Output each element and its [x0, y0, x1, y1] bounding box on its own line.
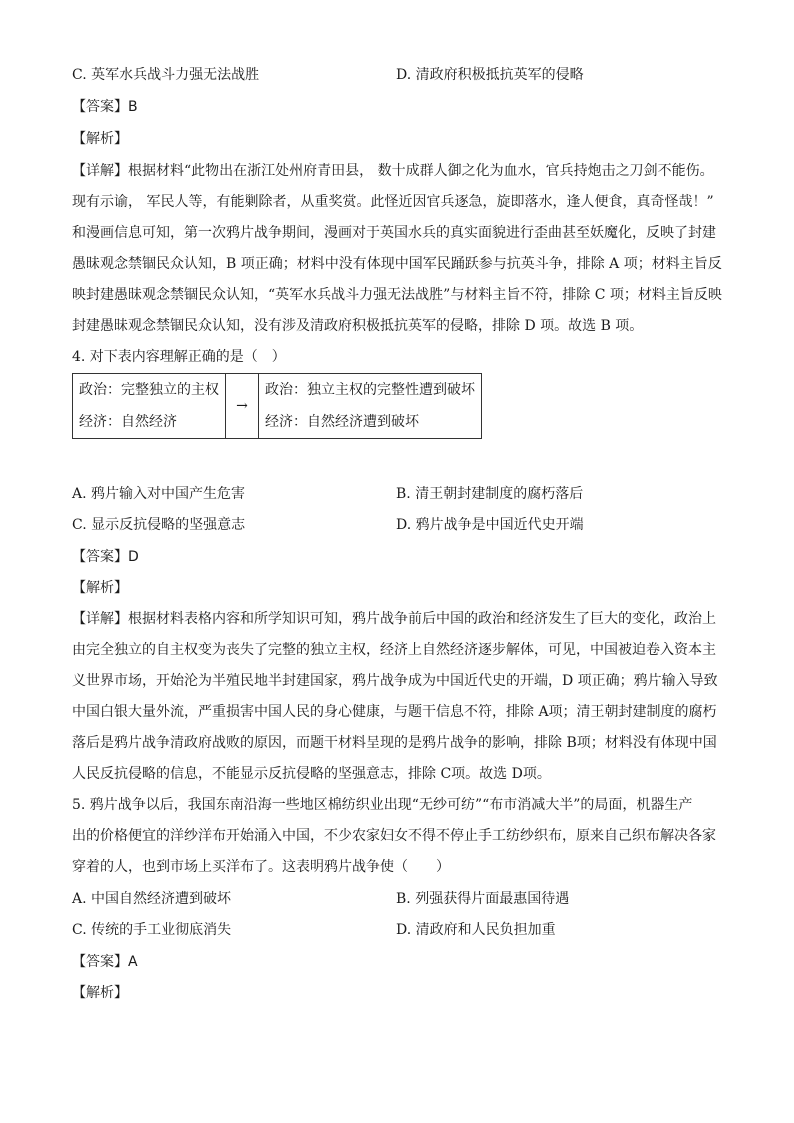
q4-detail-line: 人民反抗侵略的信息，不能显示反抗侵略的坚强意志，排除 C项。故选 D项。	[72, 766, 551, 782]
q3-detail-line: 现有示谕， 军民人等，有能剿除者，从重奖赏。此怪近因官兵逐急，旋即落水，逢人便食，真奇怪哉！”	[72, 194, 714, 210]
q4-table-after	[259, 374, 482, 439]
q4-detail-line: 中国白银大量外流，严重损害中国人民的身心健康，与题干信息不符，排除 A项；清王朝封建制度的腐朽	[72, 704, 717, 720]
q5-option-a: A. 中国自然经济遭到破坏	[72, 891, 232, 907]
q4-comparison-table	[72, 373, 482, 439]
q4-option-d: D. 鸦片战争是中国近代史开端	[396, 517, 584, 533]
q4-analysis-label: 【解析】	[72, 580, 128, 596]
q4-table-before-economy: 经济：自然经济	[79, 414, 177, 430]
q3-detail-line: 映封建愚昧观念禁锢民众认知，“英军水兵战斗力强无法战胜”与材料主旨不符，排除 C 项；材料主旨反映	[72, 287, 722, 303]
q4-detail-line: 【详解】根据材料表格内容和所学知识可知，鸦片战争前后中国的政治和经济发生了巨大的变化，政治上	[72, 611, 716, 627]
q4-detail-line: 由完全独立的自主权变为丧失了完整的独立主权，经济上自然经济逐步解体，可见，中国被迫卷入资本主	[72, 642, 716, 658]
q4-table-after-politics: 政治：独立主权的完整性遭到破坏	[265, 382, 475, 398]
q3-analysis-label: 【解析】	[72, 131, 128, 147]
q4-table-before	[73, 374, 226, 439]
q3-detail-line: 【详解】根据材料“此物出在浙江处州府青田县， 数十成群人御之化为血水，官兵持炮击之刀剑不能伤。	[72, 163, 714, 179]
q3-option-c: C. 英军水兵战斗力强无法战胜	[72, 67, 260, 83]
q4-detail-line: 义世界市场，开始沦为半殖民地半封建国家，鸦片战争成为中国近代史的开端，D 项正确；鸦片输入导致	[72, 673, 718, 689]
q3-detail-line: 封建愚昧观念禁锢民众认知，没有涉及清政府积极抵抗英军的侵略，排除 D 项。故选 B 项。	[72, 318, 644, 334]
q4-option-a: A. 鸦片输入对中国产生危害	[72, 486, 246, 502]
q3-option-d: D. 清政府积极抵抗英军的侵略	[396, 67, 584, 83]
q5-stem-line: 穿着的人，也到市场上买洋布了。这表明鸦片战争使（ ）	[72, 859, 450, 875]
q4-table-before-politics: 政治：完整独立的主权	[79, 382, 219, 398]
q5-option-c: C. 传统的手工业彻底消失	[72, 922, 232, 938]
q5-option-d: D. 清政府和人民负担加重	[396, 922, 556, 938]
q3-detail-line: 和漫画信息可知，第一次鸦片战争期间，漫画对于英国水兵的真实面貌进行歪曲甚至妖魔化，反映了封建	[72, 225, 716, 241]
q4-table-after-economy: 经济：自然经济遭到破坏	[265, 414, 419, 430]
q4-option-b: B. 清王朝封建制度的腐朽落后	[396, 486, 584, 502]
q5-stem-line: 5. 鸦片战争以后，我国东南沿海一些地区棉纺织业出现“无纱可纺”“布市消减大半”的局面，机器生产	[72, 797, 693, 813]
q4-option-c: C. 显示反抗侵略的坚强意志	[72, 517, 246, 533]
q3-answer: 【答案】B	[72, 99, 138, 115]
q4-table-arrow: →	[226, 374, 259, 439]
q4-answer: 【答案】D	[72, 549, 139, 565]
q5-stem-line: 出的价格便宜的洋纱洋布开始涌入中国，不少农家妇女不得不停止手工纺纱织布，原来自己织布解决各家	[72, 828, 716, 844]
q5-answer: 【答案】A	[72, 954, 138, 970]
q4-stem: 4. 对下表内容理解正确的是（ ）	[72, 349, 286, 365]
q3-detail-line: 愚昧观念禁锢民众认知，B 项正确；材料中没有体现中国军民踊跃参与抗英斗争，排除 A 项；材料主旨反	[72, 256, 722, 272]
q5-option-b: B. 列强获得片面最惠国待遇	[396, 891, 570, 907]
q4-detail-line: 落后是鸦片战争清政府战败的原因，而题干材料呈现的是鸦片战争的影响，排除 B项；材料没有体现中国	[72, 735, 717, 751]
q5-analysis-label: 【解析】	[72, 985, 128, 1001]
